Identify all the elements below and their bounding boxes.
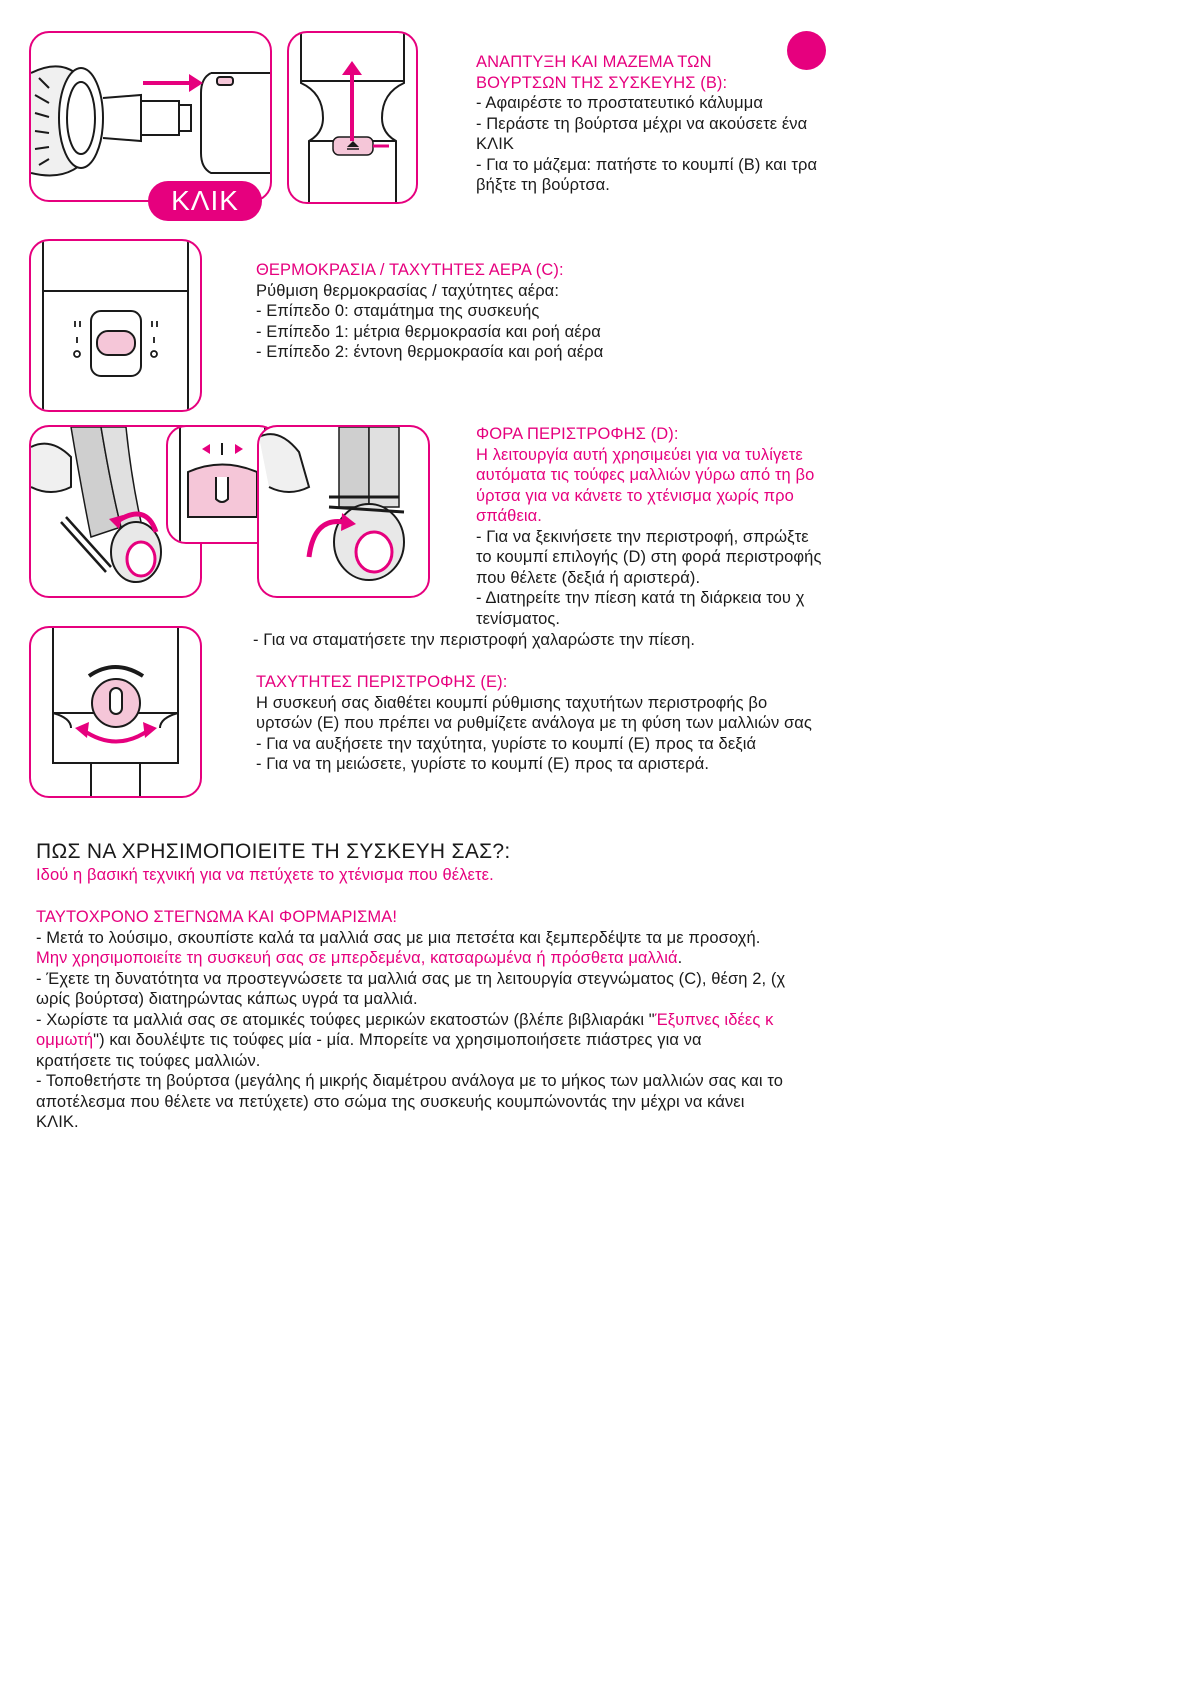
section-d-stop <box>253 630 695 651</box>
usage-line-5 <box>36 1010 785 1031</box>
section-d-pink-1: Η λειτουργία αυτή χρησιμεύει για να τυλίγετε <box>476 445 803 464</box>
usage-line-1: - Μετά το λούσιμο, σκουπίστε καλά τα μαλλιά σας με μια πετσέτα και ξεμπερδέψτε τα με προσοχή. <box>36 928 761 947</box>
usage-section-title: ΤΑΥΤΟΧΡΟΝΟ ΣΤΕΓΝΩΜΑ ΚΑΙ ΦΟΡΜΑΡΙΣΜΑ! <box>36 908 398 926</box>
section-d-line-2: το κουμπί επιλογής (D) στη φορά περιστροφής <box>476 548 822 566</box>
rotation-right-illustration <box>257 425 430 598</box>
section-d-line-5: τενίσματος. <box>476 609 561 628</box>
section-d-pink-2: αυτόματα τις τούφες μαλλιών γύρω από τη βο <box>476 466 815 484</box>
section-d-pink-3: ύρτσα για να κάνετε το χτένισμα χωρίς προ <box>476 486 794 505</box>
usage-warning-end: . <box>677 949 683 967</box>
usage-line-9: αποτέλεσμα που θέλετε να πετύχετε) στο σώμα της συσκευής κουμπώνοντάς την μέχρι να κάνει <box>36 1092 745 1111</box>
brush-release-illustration <box>287 31 418 204</box>
usage-line-10: ΚΛΙΚ. <box>36 1113 79 1131</box>
section-e-line-2: υρτσών (E) που πρέπει να ρυθμίζετε ανάλογα με τη φύση των μαλλιών σας <box>256 714 812 732</box>
usage-line-6 <box>36 1030 785 1051</box>
section-e-line-3: - Για να αυξήσετε την ταχύτητα, γυρίστε το κουμπί (E) προς τα δεξιά <box>256 734 757 753</box>
usage-body <box>36 907 785 1133</box>
section-d-line-4: - Διατηρείτε την πίεση κατά τη διάρκεια του χ <box>476 589 805 607</box>
section-c-line-3: - Επίπεδο 1: μέτρια θερμοκρασία και ροή αέρα <box>256 322 601 341</box>
usage-line-3: - Έχετε τη δυνατότητα να προστεγνώσετε τα μαλλιά σας με τη λειτουργία στεγνώματος (C), θέση 2, (χ <box>36 969 786 988</box>
section-b-text <box>476 52 817 196</box>
section-c-line-4: - Επίπεδο 2: έντονη θερμοκρασία και ροή αέρα <box>256 343 604 361</box>
section-c-text <box>256 260 603 363</box>
section-e-line-1: Η συσκευή σας διαθέτει κουμπί ρύθμισης ταχυτήτων περιστροφής βο <box>256 693 768 712</box>
section-c-title: ΘΕΡΜΟΚΡΑΣΙΑ / ΤΑΧΥΤΗΤΕΣ ΑΕΡΑ (C): <box>256 261 564 279</box>
section-d-stop-line: - Για να σταματήσετε την περιστροφή χαλαρώστε την πίεση. <box>253 631 696 649</box>
section-e-title: ΤΑΧΥΤΗΤΕΣ ΠΕΡΙΣΤΡΟΦΗΣ (E): <box>256 673 508 691</box>
section-b-line-3: ΚΛΙΚ <box>476 135 515 153</box>
usage-line-8: - Τοποθετήστε τη βούρτσα (μεγάλης ή μικρής διαμέτρου ανάλογα με το μήκος των μαλλιών σας και το <box>36 1072 784 1090</box>
usage-subheading: Ιδού η βασική τεχνική για να πετύχετε το χτένισμα που θέλετε. <box>36 866 494 884</box>
usage-line-5-text: - Χωρίστε τα μαλλιά σας σε ατομικές τούφες μερικών εκατοστών (βλέπε βιβλιαράκι " <box>36 1010 655 1029</box>
brush-attach-illustration <box>29 31 272 202</box>
section-d-text <box>476 424 822 629</box>
click-label: ΚΛΙΚ <box>148 181 262 221</box>
section-b-line-4: - Για το μάζεμα: πατήστε το κουμπί (B) και τρα <box>476 155 818 174</box>
section-e-text <box>256 672 812 775</box>
usage-line-7: κρατήσετε τις τούφες μαλλιών. <box>36 1051 261 1070</box>
temperature-switch-illustration <box>29 239 202 412</box>
usage-line-2 <box>36 948 785 969</box>
section-d-line-1: - Για να ξεκινήσετε την περιστροφή, σπρώξτε <box>476 527 809 546</box>
section-c-line-1: Ρύθμιση θερμοκρασίας / ταχύτητες αέρα: <box>256 281 560 300</box>
usage-heading: ΠΩΣ ΝΑ ΧΡΗΣΙΜΟΠΟΙΕΙΤΕ ΤΗ ΣΥΣΚΕΥΗ ΣΑΣ?: <box>36 840 511 863</box>
booklet-link: Έξυπνες ιδέες κ <box>654 1010 774 1029</box>
usage-line-6-text: ") και δουλέψτε τις τούφες μία - μία. Μπορείτε να χρησιμοποιήσετε πιάστρες για να <box>93 1031 702 1049</box>
usage-warning: Μην χρησιμοποιείτε τη συσκευή σας σε μπερδεμένα, κατσαρωμένα ή πρόσθετα μαλλιά <box>36 949 678 967</box>
booklet-link-cont: ομμωτή <box>36 1031 94 1049</box>
section-d-pink-4: σπάθεια. <box>476 507 542 525</box>
section-b-line-2: - Περάστε τη βούρτσα μέχρι να ακούσετε ένα <box>476 114 808 133</box>
section-c-line-2: - Επίπεδο 0: σταμάτημα της συσκευής <box>256 302 540 320</box>
usage-line-4: ωρίς βούρτσα) διατηρώντας κάπως υγρά τα μαλλιά. <box>36 990 418 1008</box>
section-b-line-5: βήξτε τη βούρτσα. <box>476 176 610 194</box>
section-e-line-4: - Για να τη μειώσετε, γυρίστε το κουμπί (E) προς τα αριστερά. <box>256 755 710 773</box>
speed-dial-illustration <box>29 626 202 798</box>
section-b-title-2: ΒΟΥΡΤΣΩΝ ΤΗΣ ΣΥΣΚΕΥΗΣ (B): <box>476 73 728 92</box>
section-d-title: ΦΟΡΑ ΠΕΡΙΣΤΡΟΦΗΣ (D): <box>476 425 679 443</box>
section-b-title-1: ΑΝΑΠΤΥΞΗ ΚΑΙ ΜΑΖΕΜΑ ΤΩΝ <box>476 53 712 71</box>
section-d-line-3: που θέλετε (δεξιά ή αριστερά). <box>476 568 701 587</box>
section-b-line-1: - Αφαιρέστε το προστατευτικό κάλυμμα <box>476 94 763 112</box>
